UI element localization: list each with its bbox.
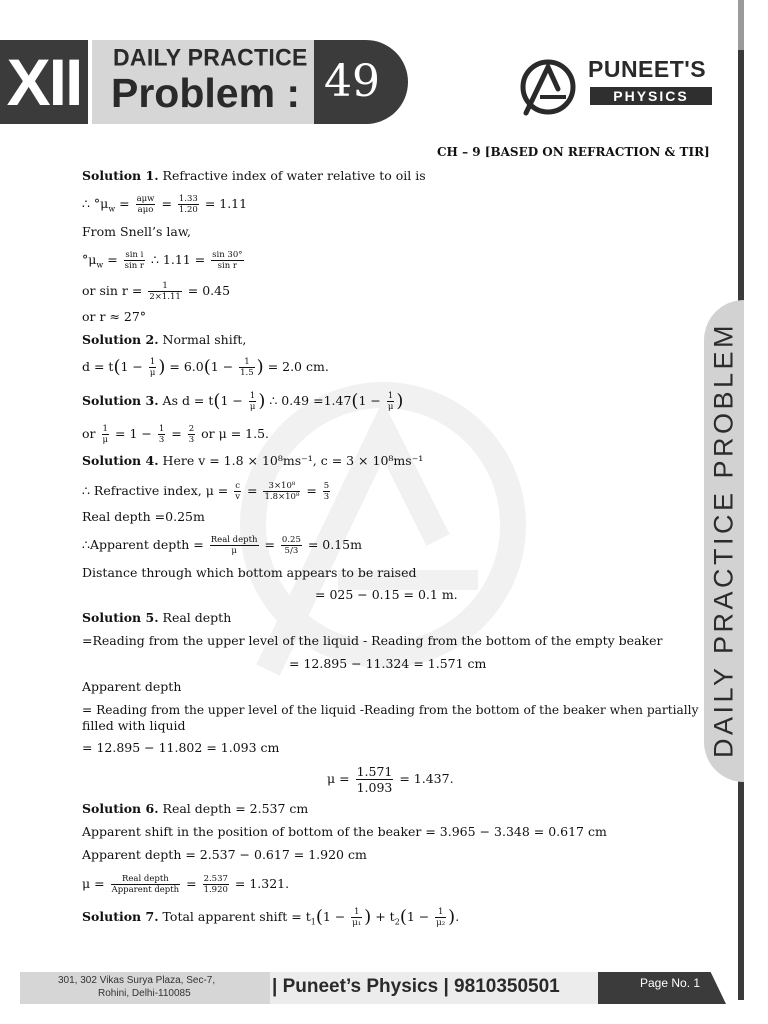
frac-num: 1: [148, 281, 181, 292]
fraction: [323, 481, 330, 502]
solution-5-text: Real depth: [162, 610, 232, 625]
frac-num: sin 30°: [212, 250, 243, 260]
eq-text: μ =: [327, 771, 350, 786]
frac-num: c: [235, 481, 241, 491]
eq-text: = 1.11: [204, 196, 248, 211]
solution-3-intro: Solution 3. As d = t(1 − $\frac{1}{\mu}$ ) ∴ 0.49 =1.47(1 − $\frac{1}{\mu}$ ): [82, 390, 404, 412]
frac-den: v: [235, 492, 241, 502]
solution-6-mu: μ = $\frac{\text{Real depth}}{\text{Apparent depth}}$ = $\frac{2.537}{1.920}$ = 1.321.: [82, 874, 290, 895]
frac-den: aμo: [137, 205, 154, 215]
fraction: [124, 250, 145, 271]
eq-text: °μ: [82, 252, 97, 267]
fraction: [149, 357, 157, 378]
frac-den: μ₂: [436, 918, 446, 928]
solution-6-title: Solution 6.: [82, 801, 159, 816]
frac-den: 3: [188, 435, 195, 445]
fraction: [203, 874, 229, 895]
solution-5-intro: [82, 610, 231, 626]
eq-text: Total apparent shift = t: [162, 909, 311, 924]
fraction: [178, 194, 199, 215]
reading-2b: filled with liquid: [82, 718, 186, 733]
frac-den: sin r: [217, 261, 237, 271]
footer-brand: | Puneet’s Physics | 9810350501: [272, 976, 560, 997]
solution-3-eq2: [82, 424, 269, 445]
solution-6-intro: [82, 801, 308, 817]
frac-num: 1: [435, 907, 446, 918]
frac-den: 2×1.11: [149, 292, 181, 302]
solution-7-intro: Solution 7. Total apparent shift = $t_1(1$ − $\frac{1}{\text{μ₁}}$ ) + $t_2(1$ − $\frac{1}{\text{μ₂}}$ ).: [82, 906, 460, 928]
fraction: [351, 907, 362, 928]
frac-den: 5/3: [284, 546, 299, 556]
footer-address-line1: 301, 302 Vikas Surya Plaza, Sec-7,: [58, 975, 216, 986]
reading-1: =Reading from the upper level of the liquid - Reading from the bottom of the empty beaker: [82, 633, 663, 648]
problem-number: 49: [314, 40, 408, 124]
frac-num: 1: [351, 907, 362, 918]
page-number: Page No. 1: [640, 976, 701, 990]
solution-6-text: Real depth = 2.537 cm: [162, 801, 309, 816]
distance-text: Distance through which bottom appears to be raised: [82, 565, 417, 580]
fraction: [234, 481, 241, 502]
eq-text: ∴ 0.49 =1.47: [269, 393, 352, 408]
solution-4-title: Solution 4.: [82, 453, 159, 468]
eq-text: or sin r =: [82, 283, 143, 298]
eq-text: μ =: [82, 876, 105, 891]
eq-text: d = t: [82, 359, 114, 374]
fraction: [148, 281, 181, 302]
frac-den: 1.5: [240, 368, 254, 378]
frac-den: μ: [149, 368, 156, 378]
solution-2-title: Solution 2.: [82, 332, 159, 347]
eq-text: = 0.15m: [307, 537, 362, 552]
fraction: [158, 424, 165, 445]
reading-2a: = Reading from the upper level of the liquid -Reading from the bottom of the beaker when partially: [82, 703, 699, 717]
frac-den: 1.920: [203, 885, 228, 895]
frac-den: 1.093: [356, 780, 393, 795]
frac-den: 3: [158, 435, 165, 445]
solution-5-title: Solution 5.: [82, 610, 159, 625]
solution-3-title: Solution 3.: [82, 393, 159, 408]
fraction: [211, 250, 243, 271]
eq-text: ∴ 1.11 =: [150, 252, 206, 267]
solution-4-eq2: ∴Apparent depth = $\frac{\text{Real depth}}{\mu}$ = $\frac{0.25}{5/3}$ = 0.15m: [82, 535, 362, 556]
frac-num: 1: [239, 357, 255, 368]
frac-den: 1.20: [178, 205, 198, 215]
fraction: [188, 424, 195, 445]
solution-2-eq: d = t(1 − $\frac{1}{\mu}$ ) = 6.0(1 − $\frac{1}{1.5}$ ) = 2.0 cm.: [82, 356, 329, 378]
daily-practice-label: DAILY PRACTICE: [113, 43, 308, 71]
distance-eq: = 025 − 0.15 = 0.1 m.: [315, 587, 458, 602]
solution-5-eq1: = 12.895 − 11.324 = 1.571 cm: [289, 656, 487, 671]
fraction: [249, 391, 257, 412]
frac-num: sin i: [125, 250, 144, 260]
solution-1-eq1: ∴ $^\circ\mu_w$ = $\frac{\text{aμw}}{\text{aμo}}$ = $\frac{1.33}{1.20}$ = 1.11: [82, 194, 248, 215]
brand-name: PUNEET'S: [588, 56, 707, 82]
solution-2-text: Normal shift,: [162, 332, 247, 347]
frac-num: Real depth: [111, 874, 181, 885]
eq-text: = 1.437.: [399, 771, 454, 786]
fraction: [435, 907, 446, 928]
frac-num: 0.25: [281, 535, 301, 545]
solution-2-intro: [82, 332, 246, 348]
solution-1-title: Solution 1.: [82, 168, 159, 183]
frac-den: 3: [323, 492, 330, 502]
solution-4-text: Here v = 1.8 × 10⁸ms⁻¹, c = 3 × 10⁸ms⁻¹: [162, 453, 424, 468]
footer-address-line2: Rohini, Delhi-110085: [98, 988, 191, 999]
eq-text: or: [82, 426, 96, 441]
eq-text: = 6.0: [169, 359, 204, 374]
fraction: [263, 481, 300, 502]
solution-1-eq2: $^\circ\mu_w$ = $\frac{\text{sin i}}{\text{sin r}}$ ∴ 1.11 = $\frac{\sin 30^\circ}{\text{sin r}}$: [82, 250, 243, 271]
solution-4-eq1: ∴ Refractive index, μ = $\frac{c}{v}$ = $\frac{\text{3×10⁸}}{\text{1.8×10⁸}}$ = $\frac{5}{3}$: [82, 481, 330, 502]
solution-1-text: Refractive index of water relative to oil is: [162, 168, 426, 183]
eq-text: ∴ °μ: [82, 196, 109, 211]
eq-text: or μ = 1.5.: [201, 426, 270, 441]
side-tab-label: DAILY PRACTICE PROBLEM: [708, 321, 739, 759]
class-badge: XII: [0, 40, 88, 124]
frac-num: 3×10⁸: [263, 481, 300, 492]
frac-num: 1.33: [178, 194, 198, 204]
frac-den: μ: [231, 546, 237, 556]
eq-text: ∴ Refractive index, μ =: [82, 483, 229, 498]
eq-text: As d = t: [162, 393, 214, 408]
eq-text: = 0.45: [187, 283, 231, 298]
fraction: [281, 535, 302, 556]
solution-7-title: Solution 7.: [82, 909, 159, 924]
frac-den: μ: [102, 435, 109, 445]
frac-num: 2: [188, 424, 195, 434]
eq-text: =: [171, 426, 182, 441]
frac-num: Real depth: [210, 535, 258, 545]
frac-num: 1: [149, 357, 156, 367]
solution-1-eq4: or r ≈ 27°: [82, 309, 147, 324]
eq-sub: w: [96, 260, 104, 270]
brand-logo-icon: [518, 57, 578, 117]
solution-4-intro: [82, 453, 423, 469]
frac-den: μ: [387, 402, 394, 412]
frac-num: 5: [323, 481, 330, 491]
apparent-depth: Apparent depth = 2.537 − 0.617 = 1.920 cm: [82, 847, 367, 862]
eq-text: ∴Apparent depth =: [82, 537, 204, 552]
solution-5-eq2: = 12.895 − 11.802 = 1.093 cm: [82, 740, 280, 755]
frac-num: 1: [102, 424, 108, 434]
snell-text: From Snell’s law,: [82, 224, 192, 239]
eq-text: = 1.321.: [234, 876, 290, 891]
fraction: [102, 424, 110, 445]
eq-text: = 1 −: [115, 426, 152, 441]
frac-num: 1: [387, 391, 394, 401]
real-depth-text: Real depth =0.25m: [82, 509, 205, 524]
frac-num: 1: [158, 424, 165, 434]
fraction: [387, 391, 395, 412]
scrollbar-thumb: [738, 0, 744, 50]
fraction: [239, 357, 255, 378]
brand-sub: PHYSICS: [590, 87, 712, 105]
solution-1-eq3: [82, 281, 230, 302]
fraction: [356, 764, 394, 795]
eq-text: = 2.0 cm.: [267, 359, 329, 374]
frac-den: sin r: [124, 261, 144, 271]
fraction: [210, 535, 259, 556]
apparent-shift: Apparent shift in the position of bottom of the beaker = 3.965 − 3.348 = 0.617 cm: [82, 824, 607, 839]
frac-den: Apparent depth: [111, 885, 180, 895]
solution-5-mu: [327, 764, 454, 795]
frac-num: aμw: [136, 194, 155, 204]
frac-den: μ₁: [352, 918, 362, 928]
frac-den: 1.8×10⁸: [264, 492, 300, 502]
fraction: [111, 874, 181, 895]
frac-den: μ: [249, 402, 256, 412]
eq-sub: w: [108, 204, 116, 214]
frac-num: 1: [249, 391, 256, 401]
apparent-label: Apparent depth: [82, 679, 182, 694]
solution-1-intro: [82, 168, 426, 184]
problem-label: Problem :: [111, 70, 301, 116]
chapter-heading: CH – 9 [BASED ON REFRACTION & TIR]: [437, 145, 710, 159]
eq-text: + t: [375, 909, 395, 924]
frac-num: 1.571: [356, 764, 393, 779]
fraction: [136, 194, 156, 215]
frac-num: 2.537: [203, 874, 228, 884]
